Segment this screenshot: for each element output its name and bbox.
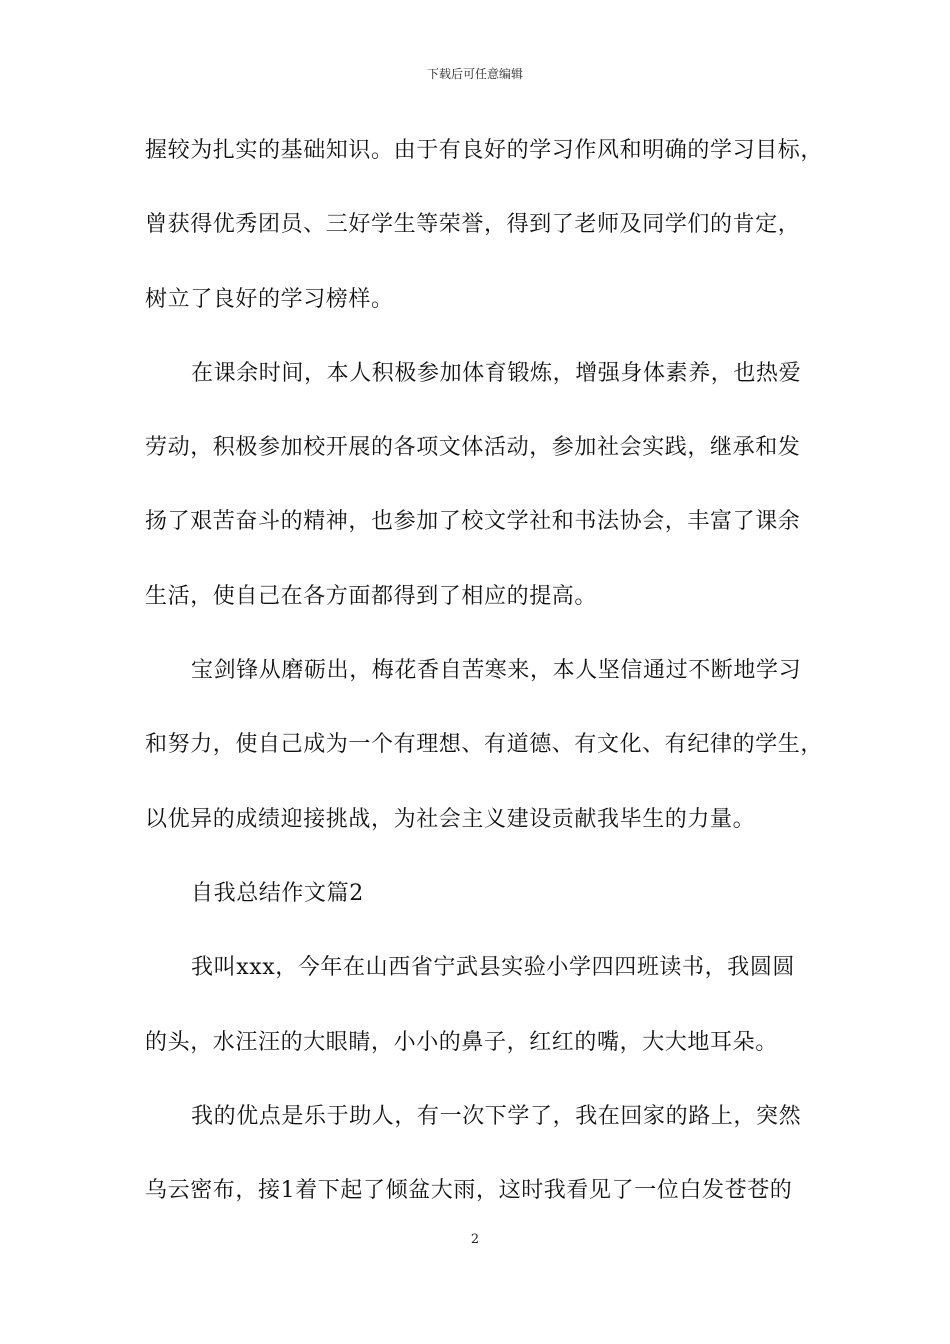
text-line: 树立了良好的学习榜样。 — [145, 286, 394, 312]
page-number: 2 — [470, 1232, 480, 1247]
text-line: 和努力，使自己成为一个有理想、有道德、有文化、有纪律的学生， — [145, 732, 824, 758]
paragraph-start-line: 我叫xxx，今年在山西省宁武县实验小学四四班读书，我圆圆 — [191, 955, 796, 981]
text-line: 的头，水汪汪的大眼睛，小小的鼻子，红红的嘴，大大地耳朵。 — [145, 1029, 778, 1055]
document-body — [145, 134, 835, 1248]
text-line: 扬了艰苦奋斗的精神，也参加了校文学社和书法协会，丰富了课余 — [145, 509, 801, 535]
text-line: 劳动，积极参加校开展的各项文体活动，参加社会实践，继承和发 — [145, 435, 801, 461]
section-heading: 自我总结作文篇2 — [191, 880, 364, 906]
text-line: 以优异的成绩迎接挑战，为社会主义建设贡献我毕生的力量。 — [145, 806, 756, 832]
text-line: 曾获得优秀团员、三好学生等荣誉，得到了老师及同学们的肯定， — [145, 212, 801, 238]
text-line: 乌云密布，接1着下起了倾盆大雨，这时我看见了一位白发苍苍的 — [145, 1178, 793, 1204]
text-line: 握较为扎实的基础知识。由于有良好的学习作风和明确的学习目标， — [145, 138, 824, 163]
text-line: 生活，使自己在各方面都得到了相应的提高。 — [145, 583, 598, 609]
paragraph-start-line: 在课余时间，本人积极参加体育锻炼，增强身体素养，也热爱 — [191, 360, 802, 386]
paragraph-start-line: 宝剑锋从磨砺出，梅花香自苦寒来，本人坚信通过不断地学习 — [191, 658, 802, 684]
page-header: 下载后可任意编辑 — [426, 67, 523, 81]
paragraph-start-line: 我的优点是乐于助人，有一次下学了，我在回家的路上，突然 — [191, 1103, 802, 1129]
